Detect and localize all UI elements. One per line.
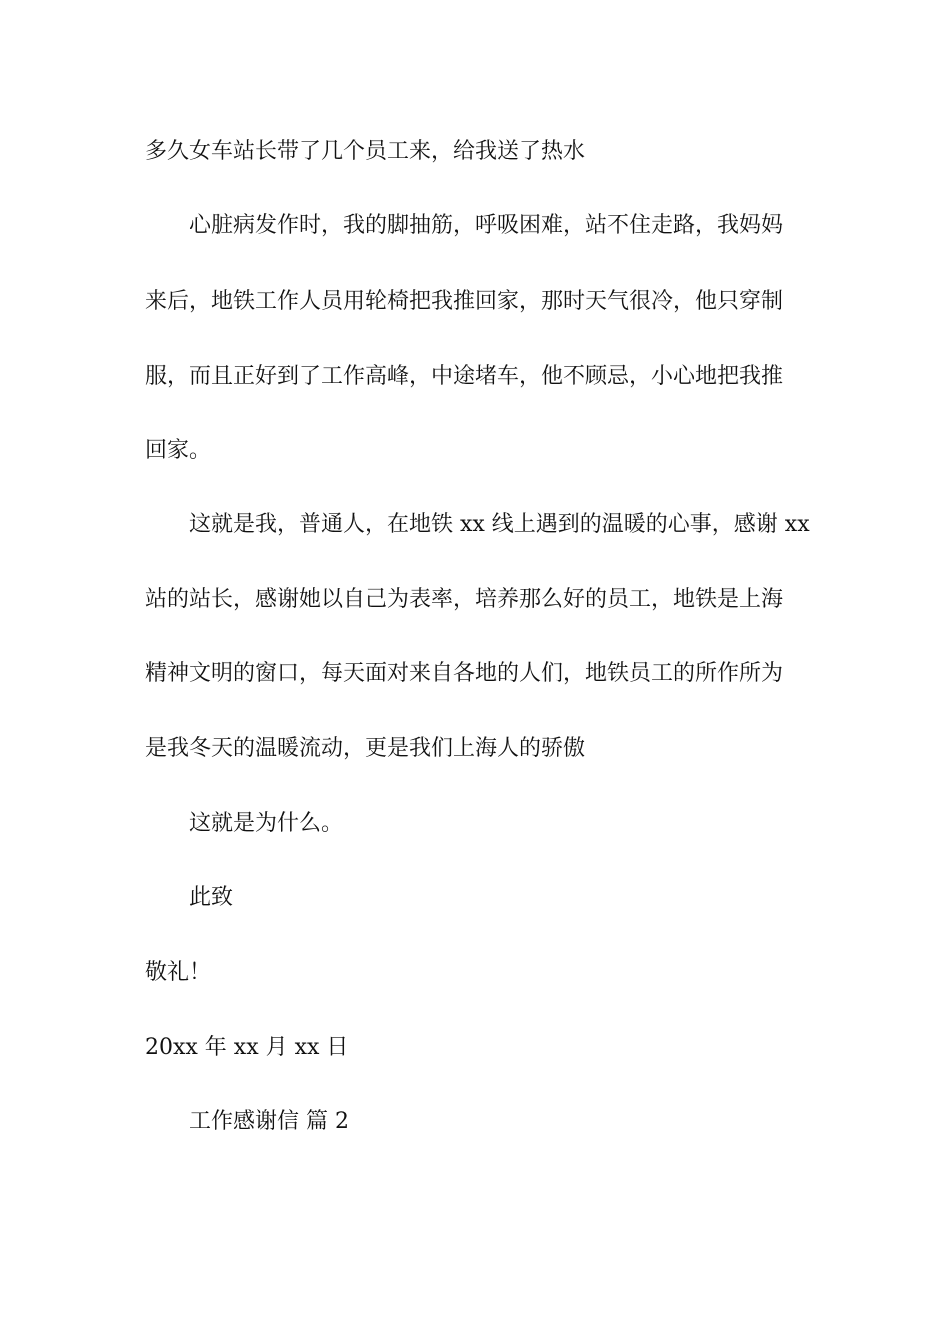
paragraph-line: 这就是为什么。 xyxy=(189,811,344,836)
paragraph-line: 多久女车站长带了几个员工来，给我送了热水 xyxy=(145,139,586,164)
paragraph-line: 精神文明的窗口，每天面对来自各地的人们，地铁员工的所作所为 xyxy=(145,661,784,686)
paragraph-line: 来后，地铁工作人员用轮椅把我推回家，那时天气很冷，他只穿制 xyxy=(145,289,784,314)
closing-line: 此致 xyxy=(189,885,234,910)
paragraph-line: 是我冬天的温暖流动，更是我们上海人的骄傲 xyxy=(145,736,586,761)
date-line: 20xx 年 xx 月 xx 日 xyxy=(145,1035,349,1060)
paragraph-line: 站的站长，感谢她以自己为表率，培养那么好的员工，地铁是上海 xyxy=(145,587,784,612)
section-heading: 工作感谢信 篇 2 xyxy=(189,1109,349,1134)
paragraph-line: 心脏病发作时，我的脚抽筋，呼吸困难，站不住走路，我妈妈 xyxy=(189,213,784,238)
paragraph-line: 这就是我，普通人，在地铁 xx 线上遇到的温暖的心事，感谢 xx xyxy=(189,512,810,537)
paragraph-line: 服，而且正好到了工作高峰，中途堵车，他不顾忌，小心地把我推 xyxy=(145,364,784,389)
paragraph-line: 回家。 xyxy=(145,438,212,463)
salutation-line: 敬礼！ xyxy=(145,960,212,985)
